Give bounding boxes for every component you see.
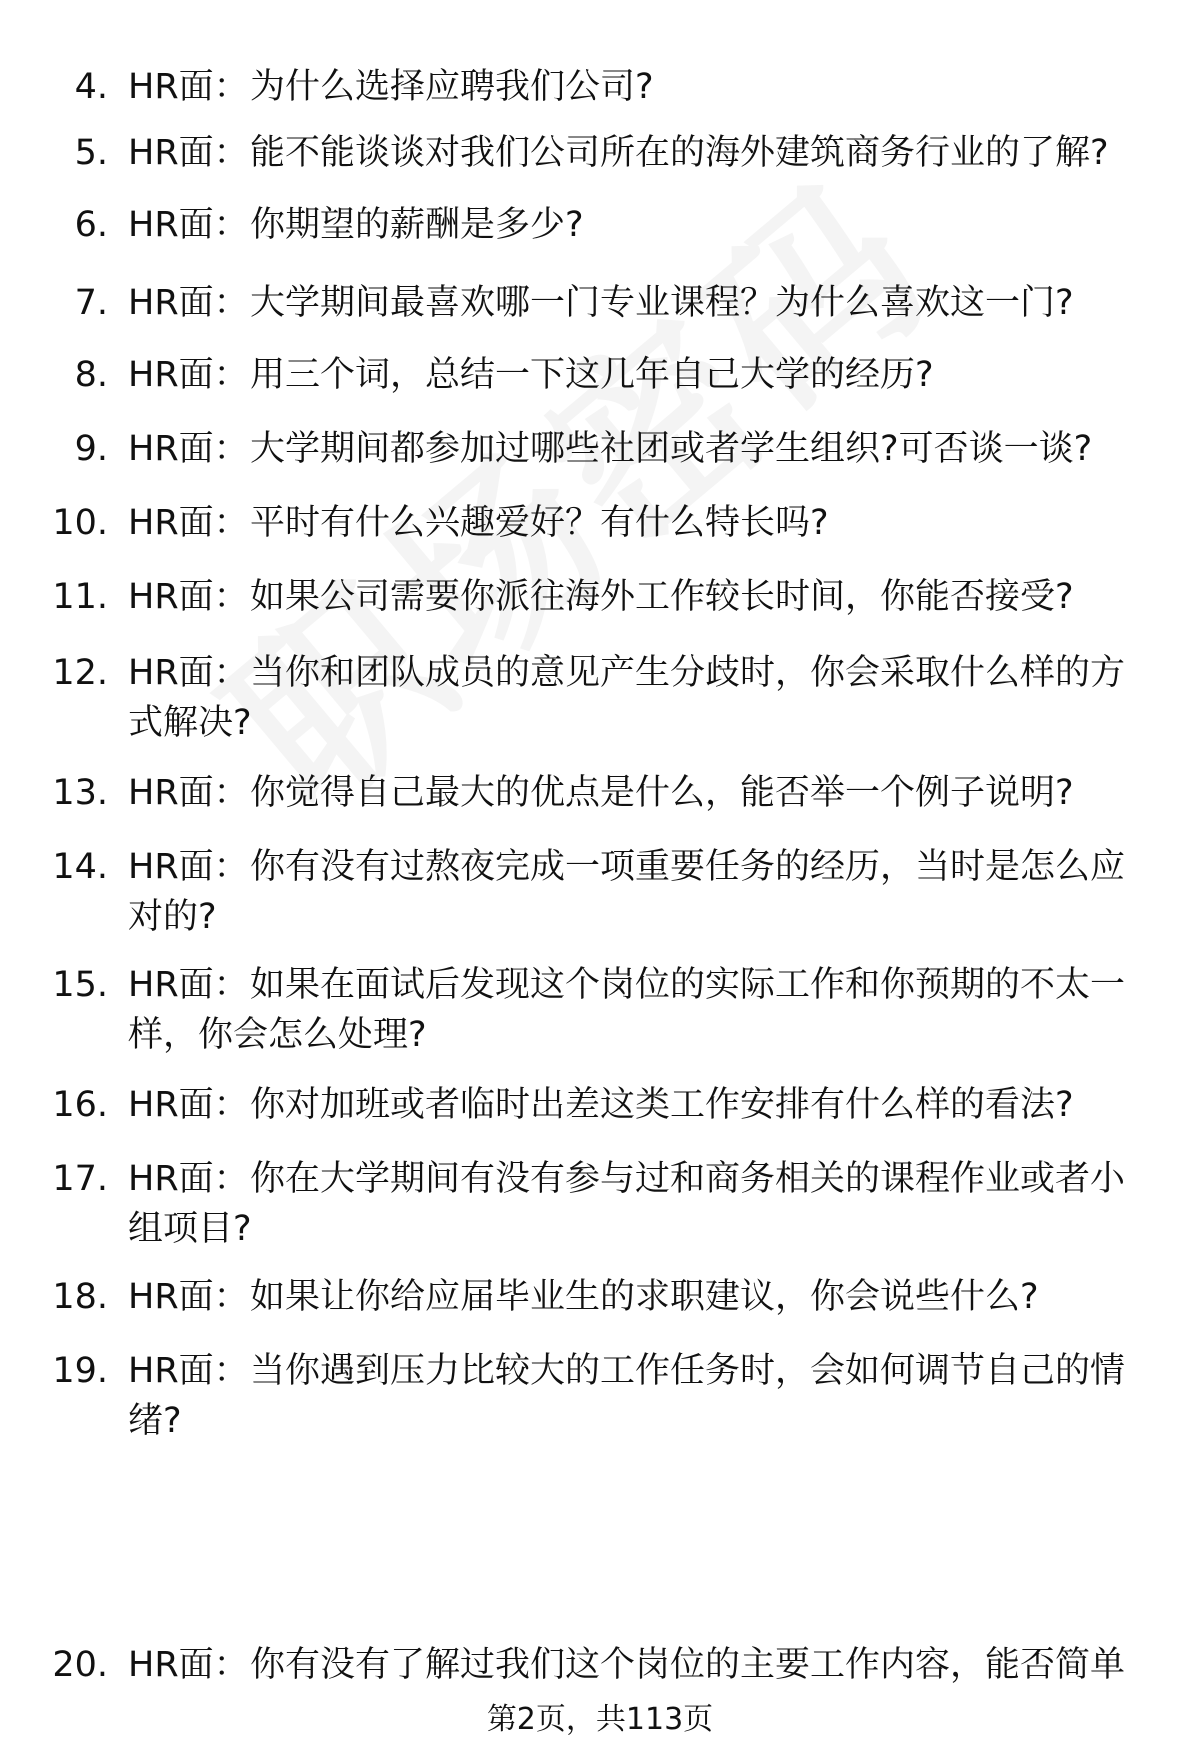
question-number: 19.: [52, 1351, 108, 1391]
question-text: 平时有什么兴趣爱好？有什么特长吗?: [250, 503, 829, 543]
question-number: 18.: [52, 1277, 108, 1317]
question-text: 你对加班或者临时出差这类工作安排有什么样的看法?: [250, 1085, 1074, 1125]
question-text: 当你和团队成员的意见产生分歧时，你会采取什么样的方式解决?: [128, 653, 1126, 743]
question-number: 20.: [52, 1645, 108, 1685]
question-prefix: HR面：: [128, 133, 249, 173]
question-number: 10.: [52, 503, 108, 543]
question-text: 你有没有了解过我们这个岗位的主要工作内容，能否简单: [250, 1645, 1126, 1685]
question-text: 能不能谈谈对我们公司所在的海外建筑商务行业的了解?: [250, 133, 1109, 173]
question-number: 15.: [52, 965, 108, 1005]
question-prefix: HR面：: [128, 283, 249, 323]
question-prefix: HR面：: [128, 503, 249, 543]
question-prefix: HR面：: [128, 773, 249, 813]
question-number: 16.: [52, 1085, 108, 1125]
question-text: 为什么选择应聘我们公司?: [250, 67, 654, 107]
question-prefix: HR面：: [128, 847, 249, 887]
question-prefix: HR面：: [128, 1277, 249, 1317]
question-number: 14.: [52, 847, 108, 887]
question-prefix: HR面：: [128, 1351, 249, 1391]
question-prefix: HR面：: [128, 429, 249, 469]
question-prefix: HR面：: [128, 577, 249, 617]
question-text: 你有没有过熬夜完成一项重要任务的经历，当时是怎么应对的?: [128, 847, 1126, 937]
question-text: 当你遇到压力比较大的工作任务时，会如何调节自己的情绪?: [128, 1351, 1126, 1441]
question-text: 你在大学期间有没有参与过和商务相关的课程作业或者小组项目?: [128, 1159, 1126, 1249]
question-number: 4.: [74, 67, 108, 107]
question-text: 你觉得自己最大的优点是什么，能否举一个例子说明?: [250, 773, 1074, 813]
question-prefix: HR面：: [128, 67, 249, 107]
question-number: 5.: [74, 133, 108, 173]
question-prefix: HR面：: [128, 653, 249, 693]
question-prefix: HR面：: [128, 1159, 249, 1199]
question-number: 6.: [74, 205, 108, 245]
question-text: 如果公司需要你派往海外工作较长时间，你能否接受?: [250, 577, 1074, 617]
question-prefix: HR面：: [128, 1645, 249, 1685]
question-text: 如果在面试后发现这个岗位的实际工作和你预期的不太一样，你会怎么处理?: [128, 965, 1126, 1055]
question-number: 13.: [52, 773, 108, 813]
question-number: 7.: [74, 283, 108, 323]
question-text: 如果让你给应届毕业生的求职建议，你会说些什么?: [250, 1277, 1039, 1317]
question-number: 17.: [52, 1159, 108, 1199]
question-prefix: HR面：: [128, 965, 249, 1005]
question-text: 大学期间最喜欢哪一门专业课程？为什么喜欢这一门?: [250, 283, 1074, 323]
question-number: 9.: [74, 429, 108, 469]
question-text: 你期望的薪酬是多少?: [250, 205, 584, 245]
question-number: 12.: [52, 653, 108, 693]
question-prefix: HR面：: [128, 205, 249, 245]
question-prefix: HR面：: [128, 355, 249, 395]
question-number: 8.: [74, 355, 108, 395]
question-text: 用三个词，总结一下这几年自己大学的经历?: [250, 355, 934, 395]
question-prefix: HR面：: [128, 1085, 249, 1125]
question-number: 11.: [52, 577, 108, 617]
page-footer: 第2页，共113页: [486, 1702, 714, 1737]
question-text: 大学期间都参加过哪些社团或者学生组织?可否谈一谈?: [250, 429, 1093, 469]
